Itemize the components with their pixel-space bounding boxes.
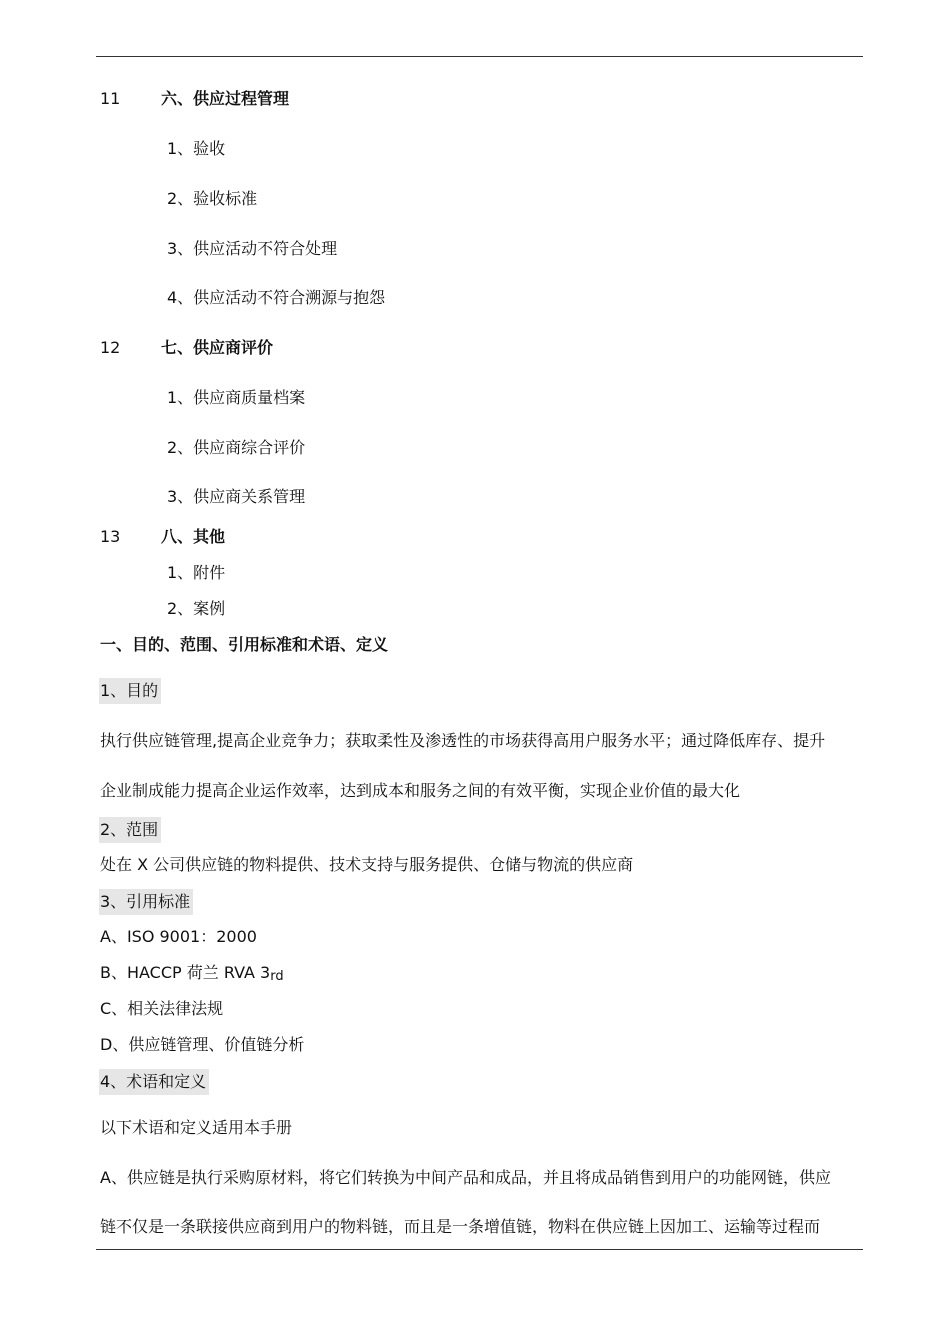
toc-item: 1、附件 xyxy=(167,563,226,582)
toc-item: 1、验收 xyxy=(167,139,226,158)
toc-number: 12 xyxy=(100,338,121,357)
header-rule xyxy=(96,56,863,57)
toc-number: 11 xyxy=(100,89,121,108)
term-definition-line: A、供应链是执行采购原材料，将它们转换为中间产品和成品，并且将成品销售到用户的功能网链，供应 xyxy=(100,1168,831,1187)
scope-text: 处在 X 公司供应链的物料提供、技术支持与服务提供、仓储与物流的供应商 xyxy=(100,855,634,874)
footer-rule xyxy=(96,1249,863,1250)
subsection-heading-terms: 4、术语和定义 xyxy=(99,1069,209,1095)
toc-chapter-title: 六、供应过程管理 xyxy=(161,89,290,108)
section-title: 一、目的、范围、引用标准和术语、定义 xyxy=(100,635,389,654)
standard-item-d: D、供应链管理、价值链分析 xyxy=(100,1035,305,1054)
purpose-text-line: 执行供应链管理,提高企业竞争力；获取柔性及渗透性的市场获得高用户服务水平；通过降低库存、提升 xyxy=(100,731,826,750)
toc-item: 3、供应商关系管理 xyxy=(167,487,306,506)
toc-chapter-title: 八、其他 xyxy=(161,527,226,546)
standard-item-b xyxy=(100,962,284,988)
toc-item: 2、案例 xyxy=(167,599,226,618)
toc-item: 1、供应商质量档案 xyxy=(167,388,306,407)
term-definition-line: 链不仅是一条联接供应商到用户的物料链，而且是一条增值链，物料在供应链上因加工、运输等过程而 xyxy=(100,1217,821,1236)
standard-item-a: A、ISO 9001：2000 xyxy=(100,927,257,946)
ordinal-suffix: rd xyxy=(270,969,284,984)
toc-item: 2、验收标准 xyxy=(167,189,258,208)
subsection-heading-purpose: 1、目的 xyxy=(99,678,161,704)
subsection-heading-standards: 3、引用标准 xyxy=(99,889,193,915)
standard-item-b-text: B、HACCP 荷兰 RVA 3 xyxy=(100,963,271,982)
toc-number: 13 xyxy=(100,527,121,546)
standard-item-c: C、相关法律法规 xyxy=(100,999,224,1018)
toc-item: 3、供应活动不符合处理 xyxy=(167,239,338,258)
purpose-text-line: 企业制成能力提高企业运作效率，达到成本和服务之间的有效平衡，实现企业价值的最大化 xyxy=(100,781,741,800)
terms-intro: 以下术语和定义适用本手册 xyxy=(100,1118,293,1137)
toc-chapter-title: 七、供应商评价 xyxy=(161,338,274,357)
toc-item: 2、供应商综合评价 xyxy=(167,438,306,457)
subsection-heading-scope: 2、范围 xyxy=(99,817,161,843)
toc-item: 4、供应活动不符合溯源与抱怨 xyxy=(167,288,386,307)
